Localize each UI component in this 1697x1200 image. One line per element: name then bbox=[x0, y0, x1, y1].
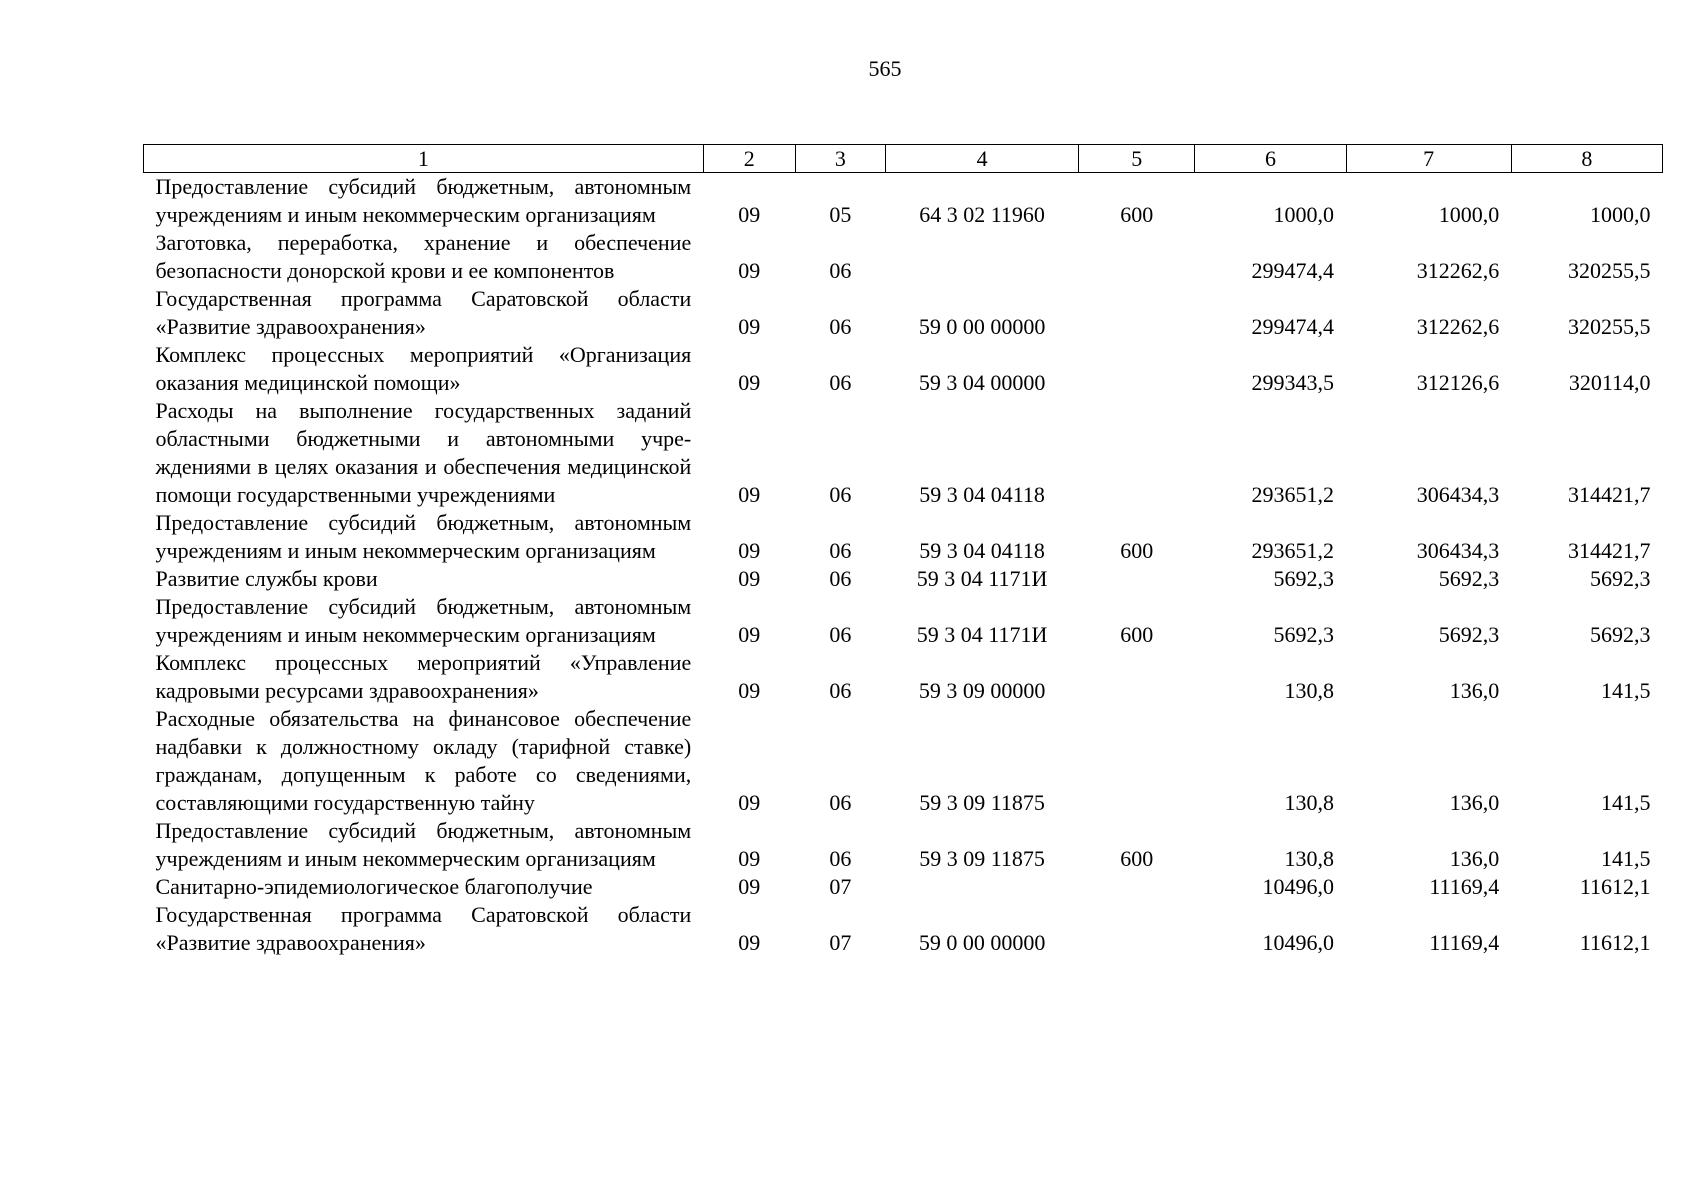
section-code: 09 bbox=[738, 482, 761, 507]
column-header: 7 bbox=[1346, 145, 1511, 173]
target-article-code: 59 0 00 00000 bbox=[918, 930, 1046, 955]
row-name: Предоставление субсидий бюджетным, автономным учреждениям и иным некоммерческим организациям bbox=[155, 818, 692, 871]
expense-type-code bbox=[1079, 397, 1195, 509]
page-number: 565 bbox=[868, 56, 902, 81]
subsection-code: 05 bbox=[829, 202, 852, 227]
amount-col-8: 141,5 bbox=[1601, 790, 1651, 815]
amount-col-6: 1000,0 bbox=[1273, 202, 1335, 227]
table-row bbox=[144, 285, 1663, 341]
table-body bbox=[144, 173, 1663, 958]
expense-type-code: 600 bbox=[1120, 622, 1154, 647]
amount-col-6: 5692,3 bbox=[1273, 622, 1335, 647]
table-row bbox=[144, 565, 1663, 593]
amount-col-7: 312262,6 bbox=[1416, 314, 1500, 339]
budget-table bbox=[143, 144, 1663, 957]
table-row bbox=[144, 649, 1663, 705]
section-code: 09 bbox=[738, 930, 761, 955]
table-row bbox=[144, 229, 1663, 285]
target-article-code: 59 3 04 00000 bbox=[918, 370, 1046, 395]
amount-col-8: 314421,7 bbox=[1568, 482, 1651, 507]
amount-col-7: 11169,4 bbox=[1429, 874, 1500, 899]
amount-col-8: 11612,1 bbox=[1579, 930, 1651, 955]
row-name: Расходные обязательства на финансовое обеспечение надбавки к должностному окладу (тарифной ставке) гражданам, допущенным к работе со сведениями, составляющими государственную тайну bbox=[155, 706, 692, 815]
table-row bbox=[144, 901, 1663, 957]
table-row bbox=[144, 173, 1663, 230]
amount-col-7: 306434,3 bbox=[1416, 538, 1500, 563]
column-header: 6 bbox=[1195, 145, 1346, 173]
target-article-code: 59 3 04 04118 bbox=[919, 482, 1045, 507]
subsection-code: 07 bbox=[829, 874, 852, 899]
target-article-code: 59 3 09 11875 bbox=[919, 790, 1045, 815]
target-article-code: 59 3 09 11875 bbox=[919, 846, 1045, 871]
section-code: 09 bbox=[738, 678, 761, 703]
column-header: 8 bbox=[1511, 145, 1662, 173]
section-code: 09 bbox=[738, 622, 761, 647]
section-code: 09 bbox=[738, 314, 761, 339]
row-name: Предоставление субсидий бюджетным, автономным учреждениям и иным некоммерческим организациям bbox=[155, 594, 692, 647]
amount-col-6: 293651,2 bbox=[1251, 482, 1335, 507]
subsection-code: 06 bbox=[829, 622, 852, 647]
row-name: Государственная программа Саратовской области «Развитие здравоохранения» bbox=[155, 902, 692, 955]
amount-col-7: 5692,3 bbox=[1438, 622, 1500, 647]
amount-col-8: 141,5 bbox=[1601, 846, 1651, 871]
row-name: Предоставление субсидий бюджетным, автономным учреждениям и иным некоммерческим организациям bbox=[155, 174, 692, 227]
subsection-code: 07 bbox=[829, 930, 852, 955]
expense-type-code bbox=[1079, 649, 1195, 705]
amount-col-7: 306434,3 bbox=[1416, 482, 1500, 507]
row-name: Государственная программа Саратовской области «Развитие здравоохранения» bbox=[155, 286, 692, 339]
row-name: Комплекс процессных мероприятий «Организация оказания медицинской помощи» bbox=[155, 342, 692, 395]
amount-col-6: 293651,2 bbox=[1251, 538, 1335, 563]
row-name: Расходы на выполнение государственных заданий областными бюджетными и автономными учреждениями в целях оказания и обеспечения медицинской помощи государственными учреждениями bbox=[155, 398, 692, 507]
section-code: 09 bbox=[738, 370, 761, 395]
table-row bbox=[144, 593, 1663, 649]
expense-type-code: 600 bbox=[1120, 538, 1154, 563]
amount-col-6: 299343,5 bbox=[1251, 370, 1335, 395]
section-code: 09 bbox=[738, 566, 761, 591]
target-article-code bbox=[885, 229, 1078, 285]
table-row bbox=[144, 509, 1663, 565]
amount-col-6: 130,8 bbox=[1284, 846, 1335, 871]
section-code: 09 bbox=[738, 790, 761, 815]
expense-type-code: 600 bbox=[1120, 202, 1154, 227]
column-number-header-row bbox=[144, 145, 1663, 173]
amount-col-8: 320114,0 bbox=[1568, 370, 1651, 395]
table-row bbox=[144, 873, 1663, 901]
subsection-code: 06 bbox=[829, 678, 852, 703]
row-name: Санитарно-эпидемиологическое благополучие bbox=[155, 874, 593, 899]
column-header: 1 bbox=[144, 145, 704, 173]
expense-type-code bbox=[1079, 705, 1195, 817]
amount-col-8: 320255,5 bbox=[1568, 258, 1651, 283]
table-row bbox=[144, 397, 1663, 509]
target-article-code bbox=[885, 873, 1078, 901]
expense-type-code bbox=[1079, 285, 1195, 341]
amount-col-6: 130,8 bbox=[1284, 790, 1335, 815]
subsection-code: 06 bbox=[829, 314, 852, 339]
amount-col-8: 11612,1 bbox=[1579, 874, 1651, 899]
amount-col-7: 136,0 bbox=[1449, 678, 1500, 703]
section-code: 09 bbox=[738, 846, 761, 871]
amount-col-8: 314421,7 bbox=[1568, 538, 1651, 563]
table-row bbox=[144, 817, 1663, 873]
row-name: Предоставление субсидий бюджетным, автономным учреждениям и иным некоммерческим организациям bbox=[155, 510, 692, 563]
amount-col-7: 5692,3 bbox=[1438, 566, 1500, 591]
section-code: 09 bbox=[738, 538, 761, 563]
section-code: 09 bbox=[738, 202, 761, 227]
section-code: 09 bbox=[738, 258, 761, 283]
subsection-code: 06 bbox=[829, 370, 852, 395]
row-name: Заготовка, переработка, хранение и обеспечение безопасности донорской крови и ее компонентов bbox=[155, 230, 692, 283]
amount-col-8: 5692,3 bbox=[1590, 566, 1651, 591]
amount-col-6: 10496,0 bbox=[1262, 874, 1335, 899]
subsection-code: 06 bbox=[829, 538, 852, 563]
row-name: Комплекс процессных мероприятий «Управление кадровыми ресурсами здравоохранения» bbox=[155, 650, 692, 703]
subsection-code: 06 bbox=[829, 566, 852, 591]
amount-col-8: 1000,0 bbox=[1590, 202, 1651, 227]
column-header: 5 bbox=[1079, 145, 1195, 173]
amount-col-6: 299474,4 bbox=[1251, 314, 1335, 339]
expense-type-code: 600 bbox=[1120, 846, 1154, 871]
amount-col-8: 5692,3 bbox=[1590, 622, 1651, 647]
expense-type-code bbox=[1079, 565, 1195, 593]
column-header: 2 bbox=[703, 145, 795, 173]
amount-col-8: 320255,5 bbox=[1568, 314, 1651, 339]
row-name: Развитие службы крови bbox=[155, 566, 378, 591]
target-article-code: 59 3 04 1171И bbox=[916, 622, 1048, 647]
amount-col-7: 1000,0 bbox=[1438, 202, 1500, 227]
subsection-code: 06 bbox=[829, 790, 852, 815]
amount-col-6: 130,8 bbox=[1284, 678, 1335, 703]
column-header: 3 bbox=[795, 145, 885, 173]
expense-type-code bbox=[1079, 341, 1195, 397]
target-article-code: 64 3 02 11960 bbox=[919, 202, 1045, 227]
column-header: 4 bbox=[885, 145, 1078, 173]
expense-type-code bbox=[1079, 229, 1195, 285]
amount-col-8: 141,5 bbox=[1601, 678, 1651, 703]
target-article-code: 59 3 04 1171И bbox=[916, 566, 1048, 591]
amount-col-7: 312262,6 bbox=[1416, 258, 1500, 283]
target-article-code: 59 3 04 04118 bbox=[919, 538, 1045, 563]
subsection-code: 06 bbox=[829, 482, 852, 507]
amount-col-7: 11169,4 bbox=[1429, 930, 1500, 955]
amount-col-6: 10496,0 bbox=[1262, 930, 1335, 955]
section-code: 09 bbox=[738, 874, 761, 899]
table-row bbox=[144, 341, 1663, 397]
expense-type-code bbox=[1079, 901, 1195, 957]
amount-col-6: 5692,3 bbox=[1273, 566, 1335, 591]
amount-col-7: 136,0 bbox=[1449, 790, 1500, 815]
amount-col-7: 136,0 bbox=[1449, 846, 1500, 871]
target-article-code: 59 0 00 00000 bbox=[918, 314, 1046, 339]
expense-type-code bbox=[1079, 873, 1195, 901]
subsection-code: 06 bbox=[829, 258, 852, 283]
subsection-code: 06 bbox=[829, 846, 852, 871]
amount-col-7: 312126,6 bbox=[1416, 370, 1500, 395]
table-row bbox=[144, 705, 1663, 817]
amount-col-6: 299474,4 bbox=[1251, 258, 1335, 283]
target-article-code: 59 3 09 00000 bbox=[918, 678, 1046, 703]
